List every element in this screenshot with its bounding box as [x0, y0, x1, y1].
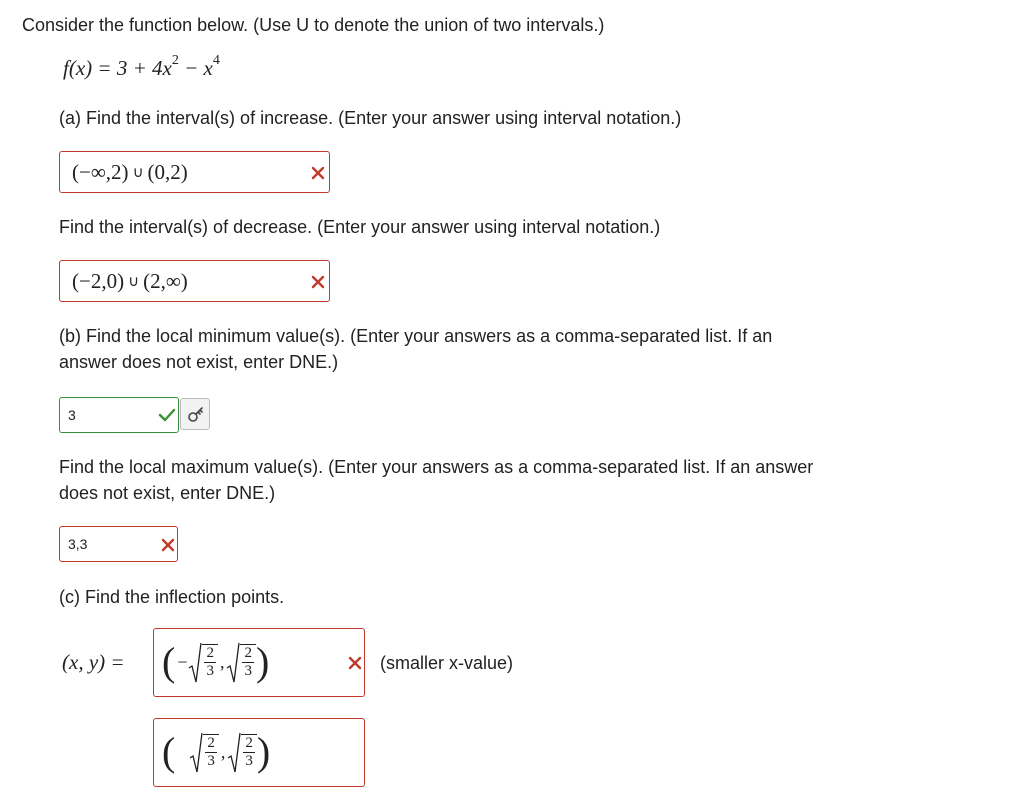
decrease-answer-value	[72, 261, 188, 301]
comma: ,	[219, 651, 225, 672]
increase-answer-value	[72, 152, 188, 192]
min-answer-value: 3	[68, 407, 76, 423]
function-exponent-4: 4	[212, 53, 220, 68]
fraction-denominator: 3	[206, 663, 214, 679]
decrease-interval-left: (−2,0)	[72, 268, 125, 293]
fraction-numerator: 2	[206, 645, 214, 661]
increase-interval-left: (−∞,2)	[72, 159, 129, 184]
x-icon	[348, 656, 362, 670]
fraction-numerator: 2	[245, 735, 253, 751]
inflection-point-1-value	[162, 637, 269, 687]
function-expression-tail: − x	[178, 56, 213, 80]
close-paren: )	[256, 729, 271, 774]
x-icon	[161, 538, 175, 552]
comma: ,	[220, 741, 226, 762]
increase-answer-field[interactable]	[59, 151, 330, 193]
close-paren: )	[255, 639, 270, 684]
xy-label: (x, y) =	[62, 650, 125, 674]
max-prompt-line1: Find the local maximum value(s). (Enter your answers as a comma-separated list. If an answer	[59, 457, 814, 477]
sqrt-symbol	[189, 734, 219, 770]
decrease-interval-right: (2,∞)	[143, 268, 188, 293]
max-answer-field[interactable]	[59, 526, 178, 562]
key-icon	[187, 406, 205, 429]
inflection-point-2-value	[162, 727, 270, 777]
union-symbol: ∪	[132, 163, 144, 181]
function-expression: f(x) = 3 + 4x	[63, 56, 172, 80]
fraction-numerator: 2	[207, 735, 215, 751]
fraction-denominator: 3	[207, 753, 215, 769]
intro-text: Consider the function below. (Use U to denote the union of two intervals.)	[22, 15, 605, 35]
union-symbol: ∪	[128, 272, 140, 290]
fraction-denominator: 3	[245, 753, 253, 769]
sqrt-symbol	[188, 644, 218, 680]
key-button[interactable]	[180, 398, 210, 430]
max-prompt-line2: does not exist, enter DNE.)	[59, 483, 276, 503]
x-icon	[311, 166, 325, 180]
min-prompt-line1: (b) Find the local minimum value(s). (Enter your answers as a comma-separated list. If an	[59, 326, 773, 346]
sqrt-symbol	[226, 644, 256, 680]
negative-sign: −	[177, 651, 188, 672]
increase-interval-right: (0,2)	[147, 159, 188, 184]
check-icon	[158, 408, 176, 422]
fraction-numerator: 2	[244, 645, 252, 661]
inflection-point-2-field[interactable]	[153, 718, 365, 787]
min-answer-field[interactable]	[59, 397, 179, 433]
sqrt-symbol	[227, 734, 257, 770]
function-exponent-2: 2	[171, 53, 179, 68]
inflection-point-1-field[interactable]	[153, 628, 365, 697]
decrease-prompt: Find the interval(s) of decrease. (Enter your answer using interval notation.)	[59, 217, 661, 237]
smaller-x-note: (smaller x-value)	[380, 653, 514, 673]
max-answer-value: 3,3	[68, 536, 88, 552]
function-definition	[63, 53, 220, 81]
fraction-denominator: 3	[244, 663, 252, 679]
x-icon	[311, 275, 325, 289]
inflection-prompt: (c) Find the inflection points.	[59, 587, 285, 607]
open-paren: (	[162, 729, 176, 774]
increase-prompt: (a) Find the interval(s) of increase. (Enter your answer using interval notation.)	[59, 108, 682, 128]
min-prompt-line2: answer does not exist, enter DNE.)	[59, 352, 339, 372]
open-paren: (	[162, 639, 176, 684]
decrease-answer-field[interactable]	[59, 260, 330, 302]
